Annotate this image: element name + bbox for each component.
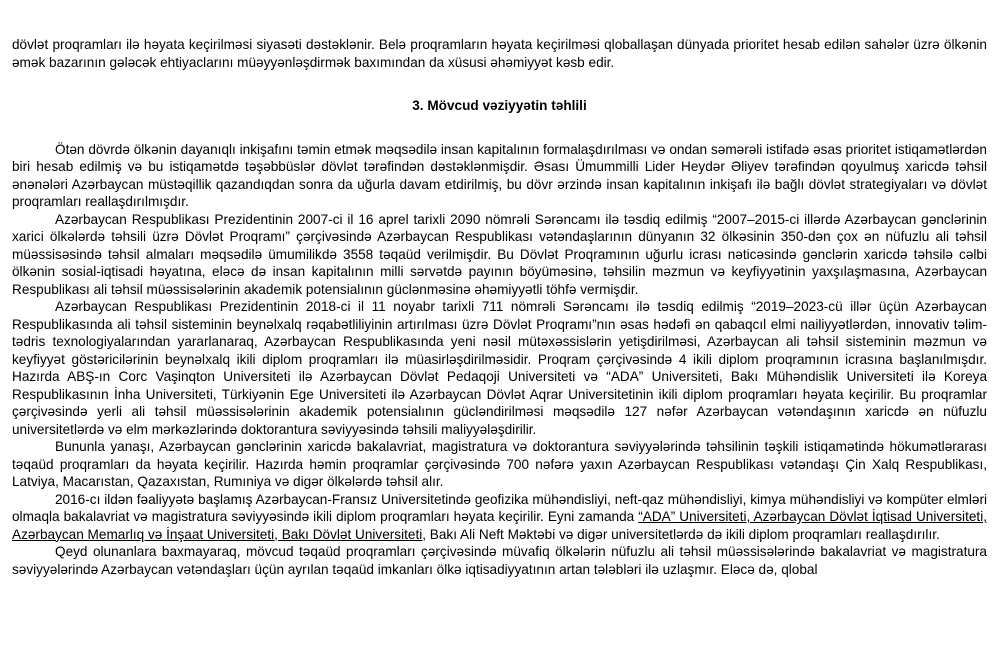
paragraph-intergovernmental: Bununla yanaşı, Azərbaycan gənclərinin xaricdə bakalavriat, magistratura və doktorantura səviyyələrində təhsilinin təşkili istiqamətində hökumətlərarası təqaüd proqramları da həyata keçirilir. Hazırda həmin proqramlar çərçivəsində 700 nəfərə yaxın Azərbaycan Respublikası vətəndaşı Çin Xalq Respublikası, Latviya, Macarıstan, Qazaxıstan, Rumıniya və digər ölkələrdə təhsil alır. <box>12 439 987 489</box>
paragraph-program-2007: Azərbaycan Respublikası Prezidentinin 2007-ci il 16 aprel tarixli 2090 nömrəli Sərəncamı ilə təsdiq edilmiş “2007–2015-ci illərdə Azərbaycan gənclərinin xarici ölkələrdə təhsili üzrə Dövlət Proqramı” çərçivəsində Azərbaycan Respublikası vətəndaşlarının dünyanın 32 ölkəsinin 350-dən çox ən nüfuzlu ali təhsil müəssisəsində təhsil almaları məqsədilə ümumilikdə 3558 təqaüd verilmişdir. Bu Dövlət Proqramının uğurlu icrası nəticəsində gənclərin xaricdə təhsilə cəlbi ölkənin sosial-iqtisadi həyatına, eləcə də insan kapitalının milli sərvətdə payının böyüməsinə, təhsilin məzmun və keyfiyyətinin yaxşılaşmasına, Azərbaycan Respublikası ali təhsil müəssisələrinin akademik potensialının güclənməsinə əhəmiyyətli töhfə vermişdir. <box>12 211 987 297</box>
paragraph-history: Ötən dövrdə ölkənin dayanıqlı inkişafını təmin etmək məqsədilə insan kapitalının formalaşdırılması və ondan səmərəli istifadə əsas prioritet istiqamətlərdən biri hesab edilmiş və bu istiqamətdə təşəbbüslər dövlət tərəfindən dəstəklənmişdir. Əsası Ümummilli Lider Heydər Əliyev tərəfindən qoyulmuş xaricdə təhsil ənənələri Azərbaycan müstəqillik qazandıqdan sonra da uğurla davam etdirilmiş, bu dövr ərzində insan kapitalının inkişafı ilə bağlı dövlət strategiyaları və dövlət proqramları reallaşdırılmışdır. <box>12 141 987 209</box>
french-university-text-before: 2016-cı ildən fəaliyyətə başlamış Azərbaycan-Fransız Universitetində geofizika mühəndisliyi, neft-qaz mühəndisliyi, kimya mühəndisliyi və kompüter elmləri olmaqla bakalavriat və magistratura səviyyəsində ikili diplom proqramları həyata keçirilir. Eyni zamanda <box>12 491 987 524</box>
french-university-text-after: Bakı Ali Neft Məktəbi və digər universitetlərdə də ikili diplom proqramları reallaşdırılır. <box>426 526 940 542</box>
section-heading: 3. Mövcud vəziyyətin təhlili <box>412 98 587 113</box>
paragraph-program-2019: Azərbaycan Respublikası Prezidentinin 2018-ci il 11 noyabr tarixli 711 nömrəli Sərəncamı ilə təsdiq edilmiş “2019–2023-cü illər üçün Azərbaycan Respublikasında ali təhsil sisteminin beynəlxalq rəqabətliliyinin artırılması üzrə Dövlət Proqramı”nın əsas hədəfi ən qabaqcıl elmi nailiyyətlərdən, innovativ təlim-tədris texnologiyalarından yararlanaraq, Azərbaycan Respublikasında yeni nəsil mütəxəssislərin yetişdirilməsi, Azərbaycan ali təhsil sisteminin məzmun və keyfiyyət göstəricilərinin beynəlxalq ikili diplom proqramları ilə müasirləşdirilməsidir. Proqram çərçivəsində 4 ikili diplom proqramının icrasına başlanılmışdır. Hazırda ABŞ-ın Corc Vaşinqton Universiteti ilə Azərbaycan Dövlət Pedaqoji Universiteti və “ADA” Universiteti, Bakı Mühəndislik Universiteti ilə Koreya Respublikasının İnha Universiteti, Türkiyənin Ege Universiteti ilə Azərbaycan Dövlət Aqrar Universitetinin ikili diplom proqramları həyata keçirilir. Bu proqramlar çərçivəsində yerli ali təhsil müəssisələrinin akademik potensialının gücləndirilməsi məqsədilə 127 nəfər Azərbaycan vətəndaşının xaricdə ən nüfuzlu universitetlərdə və elm mərkəzlərində doktorantura səviyyəsində təhsili maliyyələşdirilir. <box>12 299 987 437</box>
paragraph-challenges: Qeyd olunanlara baxmayaraq, mövcud təqaüd proqramları çərçivəsində müvafiq ölkələrin nüfuzlu ali təhsil müəssisələrində bakalavriat və magistratura səviyyələrində Azərbaycan vətəndaşları üçün ayrılan təqaüd imkanları ölkə iqtisadiyyatının artan tələbləri ilə uzlaşmır. Eləcə də, qlobal <box>12 544 987 577</box>
paragraph-french-university <box>12 491 987 544</box>
underlined-universities-list: “ADA” Universiteti, Azərbaycan Dövlət İqtisad Universiteti, Azərbaycan Memarlıq və İnşaat Universiteti, Bakı Dövlət Universiteti, <box>12 509 987 542</box>
continuation-paragraph: dövlət proqramları ilə həyata keçirilməsi siyasəti dəstəklənir. Belə proqramların həyata keçirilməsi qloballaşan dünyada prioritet hesab edilən sahələr üzrə ölkənin əmək bazarının gələcək ehtiyaclarını müəyyənləşdirmək baxımından da xüsusi əhəmiyyət kəsb edir. <box>12 37 987 70</box>
